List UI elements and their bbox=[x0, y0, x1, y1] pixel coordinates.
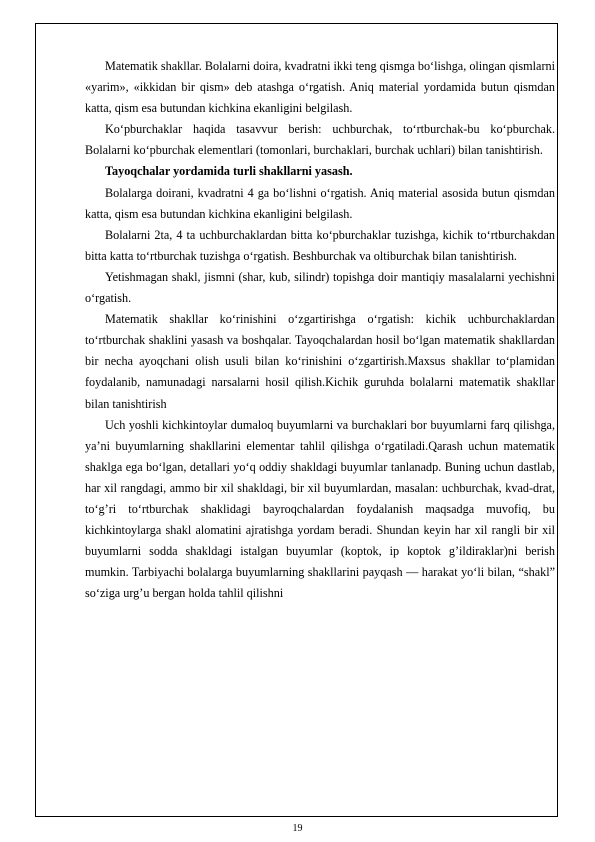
paragraph: Yetishmagan shakl, jismni (shar, kub, silindr) topishga doir mantiqiy masalalarni yechishni o‘rgatish. bbox=[85, 269, 555, 306]
paragraph: Bolalarni 2ta, 4 ta uchburchaklardan bitta ko‘pburchaklar tuzishga, kichik to‘rtburchakdan bitta katta to‘rtburchak tuzishga o‘rgatish. Beshburchak va oltiburchak bilan tanishtirish. bbox=[85, 227, 555, 263]
paragraph: Ko‘pburchaklar haqida tasavvur berish: uchburchak, to‘rtburchak-bu ko‘pburchak. Bolalarni ko‘pburchak elementlari (tomonlari, burchaklari, burchak uchlari) bilan tanishtirish. bbox=[85, 122, 555, 158]
document-body bbox=[85, 56, 555, 604]
paragraph: Matematik shakllar ko‘rinishini o‘zgartirishga o‘rgatish: kichik uchburchaklardan to‘rtburchak shaklini yasash va boshqalar. Tayoqchalardan hosil bo‘lgan matematik shakllardan bir necha ayoqchani olish usuli bilan ko‘rinishini o‘zgartirish.Maxsus shakllar to‘plamidan foydalanib, namunadagi narsalarni hosil qilish.Kichik guruhda bolalarni matematik shakllar bilan tanishtirish bbox=[85, 312, 555, 411]
paragraph: Bolalarga doirani, kvadratni 4 ga bo‘lishni o‘rgatish. Aniq material asosida butun qismdan katta, qism esa butundan kichkina ekanligini belgilash. bbox=[85, 185, 555, 221]
section-heading: Tayoqchalar yordamida turli shakllarni yasash. bbox=[105, 164, 353, 179]
paragraph: Uch yoshli kichkintoylar dumaloq buyumlarni va burchaklari bor buyumlarni farq qilishga, ya’ni buyumlarning shakllarini elementar tahlil qilishga o‘rgatiladi.Qarash uchun matematik shaklga ega bo‘lgan, detallari yo‘q oddiy shakldagi buyumlar tanlanadp. Buning uchun dastlab, har xil rangdagi, ammo bir xil shakldagi, bir xil buyumlardan, masalan: uchburchak, kvad-drat, to‘g’ri to‘rtburchak shaklidagi bayroqchalardan foydalanish maqsadga muvofiq, bu kichkintoylarga shakl alomatini ajratishga yordam beradi. Shundan keyin har xil rangli bir xil buyumlarni sodda shakldagi istalgan buyumlar (koptok, ip koptok g’ildiraklar)ni berish mumkin. Tarbiyachi bolalarga buyumlarning shakllarini payqash — harakat yo‘li bilan, “shakl” so‘ziga urg’u bergan holda tahlil qilishni bbox=[85, 417, 555, 601]
paragraph: Matematik shakllar. Bolalarni doira, kvadratni ikki teng qismga bo‘lishga, olingan qismlarni «yarim», «ikkidan bir qism» deb atashga o‘rgatish. Aniq material yordamida butun qismdan katta, qism esa butundan kichkina ekanligini belgilash. bbox=[85, 59, 555, 116]
page-number: 19 bbox=[292, 823, 303, 834]
